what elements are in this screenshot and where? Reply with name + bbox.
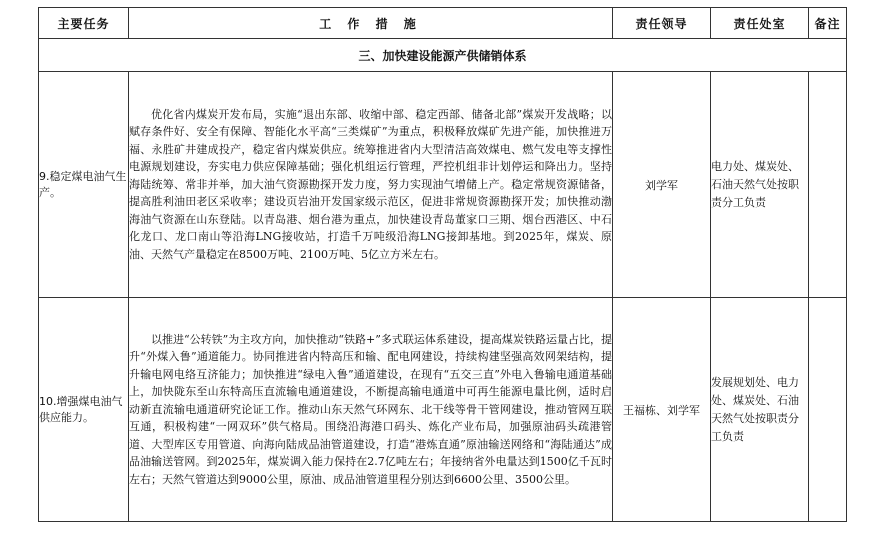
measures-text: 优化省内煤炭开发布局，实施“退出东部、收缩中部、稳定西部、储备北部”煤炭开发战略；以赋存条件好、安全有保障、智能化水平高“三类煤矿”为重点，积极释放煤矿先进产能，加快推进万福、永胜矿井建成投产，稳定省内煤炭供应。统筹推进省内大型清洁高效煤电、燃气发电等支撑性电源规划建设，夯实电力供应保障基础；强化机组运行管理，严控机组非计划停运和降出力。坚持海陆统筹、常非并举，加大油气资源勘探开发力度，努力实现油气增储上产。稳定常规资源储备，提高胜利油田老区采收率；建设页岩油开发国家级示范区，促进非常规资源勘探开发；加快推动渤海油气资源在山东登陆。以青岛港、烟台港为重点，加快建设青岛董家口三期、烟台西港区、中石化龙口、龙口南山等沿海LNG接收站，打造千万吨级沿海LNG接卸基地。到2025年，煤炭、原油、天然气产量稳定在8500万吨、2100万吨、5亿立方米左右。 — [129, 107, 612, 261]
header-task: 主要任务 — [39, 8, 129, 39]
measures-cell — [129, 72, 613, 298]
office-cell: 电力处、煤炭处、石油天然气处按职责分工负责 — [711, 72, 809, 298]
header-office: 责任处室 — [711, 8, 809, 39]
note-cell — [809, 72, 847, 298]
header-note: 备注 — [809, 8, 847, 39]
note-cell — [809, 298, 847, 522]
header-row — [39, 8, 847, 39]
office-cell: 发展规划处、电力处、煤炭处、石油天然气处按职责分工负责 — [711, 298, 809, 522]
header-leader: 责任领导 — [613, 8, 711, 39]
task-table — [38, 7, 847, 522]
measures-text: 以推进“公转铁”为主攻方向，加快推动“铁路+”多式联运体系建设，提高煤炭铁路运量占比，提升“外煤入鲁”通道能力。协同推进省内特高压和输、配电网建设，持续构建坚强高效网架结构，提升输电网电络互济能力；加快推进“绿电入鲁”通道建设，在现有“五交三直”外电入鲁输电通道基础上，加快陇东至山东特高压直流输电通道建设，不断提高输电通道中可再生能源电量比例，适时启动新直流输电通道研究论证工作。推动山东天然气环网东、北干线等骨干管网建设，推动管网互联互通，积极构建“一网双环”供气格局。围绕沿海港口码头、炼化产业布局，加强原油码头疏港管道、大型库区专用管道、向海向陆成品油管道建设，打造“港炼直通”原油输送网络和“海陆通达”成品油输送管网。到2025年，煤炭调入能力保持在2.7亿吨左右；年接纳省外电量达到1500亿千瓦时左右；天然气管道达到9000公里，原油、成品油管道里程分别达到6600公里、3500公里。 — [129, 332, 612, 486]
section-title: 三、加快建设能源产供储销体系 — [39, 39, 847, 72]
table-row — [39, 298, 847, 522]
task-cell: 10.增强煤电油气供应能力。 — [39, 298, 129, 522]
leader-cell: 刘学军 — [613, 72, 711, 298]
table-row — [39, 72, 847, 298]
section-row — [39, 39, 847, 72]
leader-cell: 王福栋、刘学军 — [613, 298, 711, 522]
header-measures: 工 作 措 施 — [129, 8, 613, 39]
task-cell: 9.稳定煤电油气生产。 — [39, 72, 129, 298]
measures-cell — [129, 298, 613, 522]
